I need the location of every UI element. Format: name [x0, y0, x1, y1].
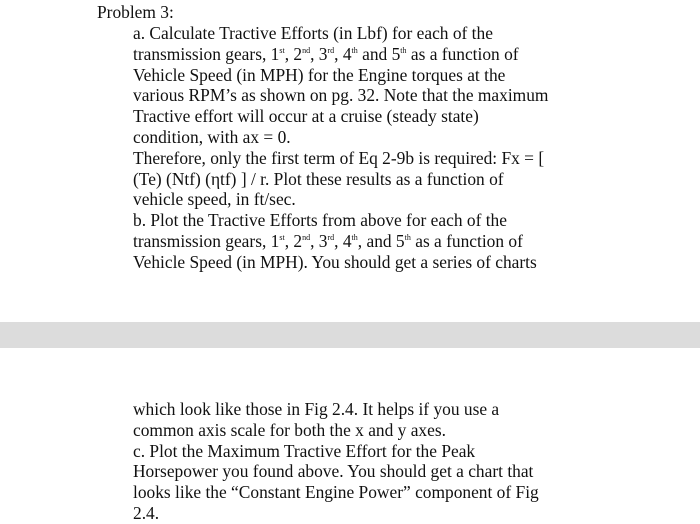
text-segment: , 2 — [284, 230, 303, 251]
page-break-separator — [0, 322, 700, 348]
text-segment: transmission gears, 1 — [133, 230, 280, 251]
text-line: b. Plot the Tractive Efforts from above for each of the — [133, 210, 507, 231]
text-segment: , 4 — [334, 230, 352, 251]
text-line: 2.4. — [133, 502, 160, 523]
text-line: a. Calculate Tractive Efforts (in Lbf) for each of the — [133, 23, 493, 43]
page-bottom-panel — [0, 348, 700, 521]
ordinal-suffix: nd — [302, 45, 311, 55]
ordinal-suffix: st — [279, 232, 285, 242]
text-segment: and 5 — [357, 43, 401, 64]
ordinal-suffix: th — [351, 45, 358, 55]
text-segment: , 3 — [310, 230, 328, 251]
ordinal-suffix: rd — [327, 232, 335, 242]
text-line: common axis scale for both the x and y axes. — [133, 419, 446, 440]
text-line: Therefore, only the first term of Eq 2-9b is required: Fx = [ — [133, 147, 545, 168]
text-segment: , 3 — [310, 43, 328, 64]
ordinal-suffix: th — [351, 232, 358, 242]
problem-text-bottom — [133, 399, 539, 524]
ordinal-suffix: nd — [302, 232, 311, 242]
ordinal-suffix: th — [404, 232, 411, 242]
text-line-gears-1 — [133, 44, 548, 65]
text-line: (Te) (Ntf) (ηtf) ] / r. Plot these results as a function of — [133, 168, 504, 189]
text-line: various RPM’s as shown on pg. 32. Note that the maximum — [133, 85, 549, 106]
ordinal-suffix: rd — [327, 45, 335, 55]
ordinal-suffix: th — [400, 45, 407, 55]
text-segment: transmission gears, 1 — [133, 43, 280, 64]
text-line: Horsepower you found above. You should get a chart that — [133, 461, 534, 482]
text-line: looks like the “Constant Engine Power” component of Fig — [133, 482, 539, 503]
text-segment: , 2 — [284, 43, 303, 64]
problem-text-top — [133, 23, 548, 273]
text-line: Vehicle Speed (in MPH) for the Engine torques at the — [133, 64, 506, 85]
text-segment: as a function of — [410, 230, 523, 251]
ordinal-suffix: st — [279, 45, 285, 55]
text-line-gears-2 — [133, 231, 548, 252]
text-segment: as a function of — [406, 43, 519, 64]
problem-title: Problem 3: — [97, 2, 174, 22]
text-line: condition, with ax = 0. — [133, 126, 291, 147]
text-line: Vehicle Speed (in MPH). You should get a series of charts — [133, 251, 537, 272]
text-line: c. Plot the Maximum Tractive Effort for the Peak — [133, 440, 476, 461]
text-line: Tractive effort will occur at a cruise (steady state) — [133, 106, 479, 127]
text-line: vehicle speed, in ft/sec. — [133, 189, 296, 210]
text-segment: , 4 — [334, 43, 352, 64]
text-segment: , and 5 — [357, 230, 405, 251]
text-line: which look like those in Fig 2.4. It helps if you use a — [133, 399, 500, 419]
